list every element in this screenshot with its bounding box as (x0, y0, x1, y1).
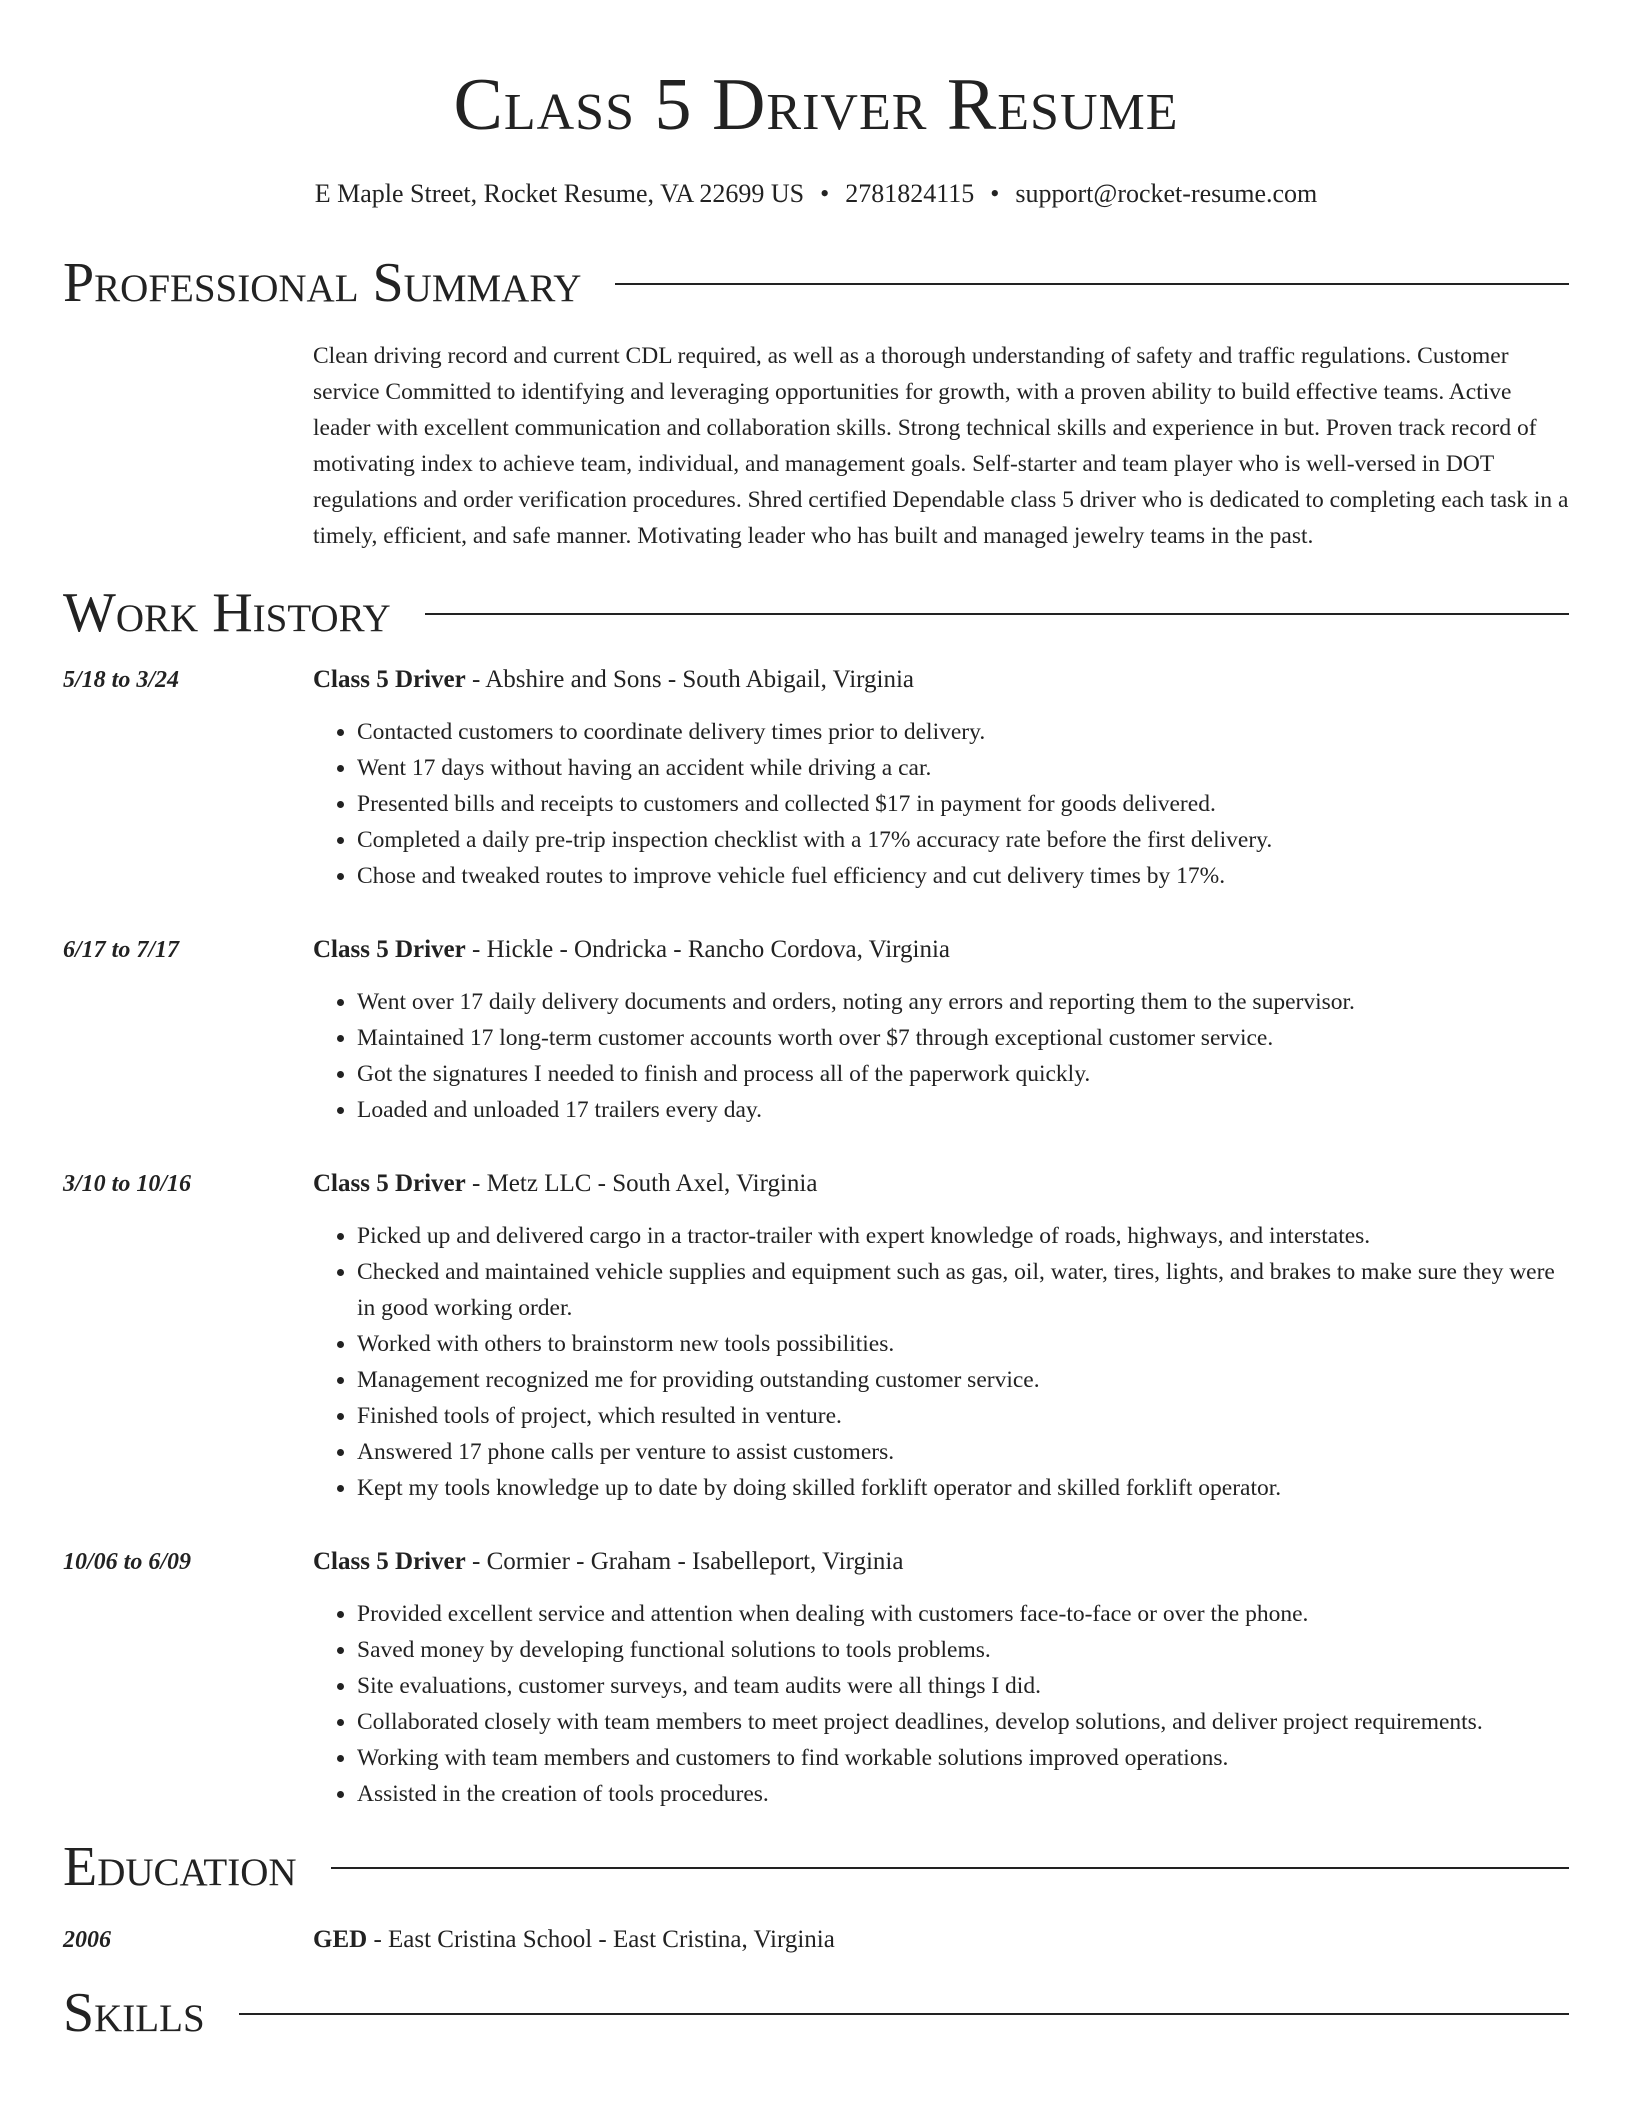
job-date: 6/17 to 7/17 (63, 937, 180, 963)
job-body (313, 1166, 1569, 1506)
job-entry (63, 1166, 1569, 1506)
job-bullet: • Went over 17 daily delivery documents and orders, noting any errors and reporting them to the supervisor. (357, 984, 1569, 1020)
education-degree: GED (313, 1926, 368, 1953)
section-divider (425, 613, 1569, 615)
work-heading: Work History (63, 582, 391, 644)
job-bullet: • Contacted customers to coordinate delivery times prior to delivery. (357, 714, 1569, 750)
job-date: 10/06 to 6/09 (63, 1549, 192, 1575)
education-school: - East Cristina School - East Cristina, Virginia (367, 1926, 835, 1953)
job-body (313, 1544, 1569, 1812)
job-bullets (313, 984, 1569, 1128)
section-divider (331, 1867, 1569, 1869)
contact-phone: 2781824115 (845, 179, 975, 208)
job-bullet: • Management recognized me for providing outstanding customer service. (357, 1362, 1569, 1398)
job-employer: - Hickle - Ondricka - Rancho Cordova, Virginia (465, 936, 951, 963)
job-entry (63, 932, 1569, 1128)
job-bullet: • Site evaluations, customer surveys, and team audits were all things I did. (357, 1668, 1569, 1704)
job-role: Class 5 Driver (313, 936, 466, 963)
contact-separator: • (820, 179, 830, 208)
job-employer: - Metz LLC - South Axel, Virginia (465, 1170, 818, 1197)
education-list (63, 1922, 1569, 1958)
job-role: Class 5 Driver (313, 1548, 466, 1575)
summary-text: Clean driving record and current CDL required, as well as a thorough understanding of safety and traffic regulations. Customer service Committed to identifying and leveraging opportunities for growth, with a proven ability to build effective teams. Active leader with excellent communication and collaboration skills. Strong technical skills and experience in but. Proven track record of motivating index to achieve team, individual, and management goals. Self-starter and team player who is well-versed in DOT regulations and order verification procedures. Shred certified Dependable class 5 driver who is dedicated to completing each task in a timely, efficient, and safe manner. Motivating leader who has built and managed jewelry teams in the past. (313, 343, 1569, 549)
job-bullet: • Answered 17 phone calls per venture to assist customers. (357, 1434, 1569, 1470)
job-bullets (313, 1596, 1569, 1812)
job-role: Class 5 Driver (313, 1170, 466, 1197)
job-bullet: • Worked with others to brainstorm new tools possibilities. (357, 1326, 1569, 1362)
job-bullet: • Saved money by developing functional solutions to tools problems. (357, 1632, 1569, 1668)
job-bullets (313, 1218, 1569, 1506)
education-section-header (63, 1834, 1569, 1900)
contact-address: E Maple Street, Rocket Resume, VA 22699 US (314, 179, 805, 208)
resume-title: Class 5 Driver Resume (453, 64, 1179, 146)
job-bullet: • Completed a daily pre-trip inspection checklist with a 17% accuracy rate before the first delivery. (357, 822, 1569, 858)
education-entry (63, 1922, 1569, 1958)
education-heading: Education (63, 1836, 297, 1898)
job-bullet: • Presented bills and receipts to customers and collected $17 in payment for goods delivered. (357, 786, 1569, 822)
job-entry (63, 662, 1569, 894)
job-employer: - Cormier - Graham - Isabelleport, Virginia (465, 1548, 904, 1575)
job-employer: - Abshire and Sons - South Abigail, Virginia (465, 666, 915, 693)
section-divider (239, 2013, 1569, 2015)
job-entry (63, 1544, 1569, 1812)
job-bullet: • Assisted in the creation of tools procedures. (357, 1776, 1569, 1812)
education-date: 2006 (63, 1927, 111, 1953)
job-date: 3/10 to 10/16 (63, 1171, 192, 1197)
job-title-line (313, 662, 1569, 698)
job-bullet: • Finished tools of project, which resulted in venture. (357, 1398, 1569, 1434)
job-bullet: • Checked and maintained vehicle supplies and equipment such as gas, oil, water, tires, lights, and brakes to make sure they were in good working order. (357, 1254, 1569, 1326)
job-body (313, 932, 1569, 1128)
work-history-list (63, 662, 1569, 1812)
job-bullet: • Collaborated closely with team members to meet project deadlines, develop solutions, and deliver project requirements. (357, 1704, 1569, 1740)
contact-line (63, 176, 1569, 212)
skills-section-header (63, 1980, 1569, 2046)
job-bullet: • Picked up and delivered cargo in a tractor-trailer with expert knowledge of roads, highways, and interstates. (357, 1218, 1569, 1254)
section-divider (615, 283, 1569, 285)
job-bullet: • Went 17 days without having an accident while driving a car. (357, 750, 1569, 786)
contact-email: support@rocket-resume.com (1015, 179, 1318, 208)
summary-heading: Professional Summary (63, 252, 582, 314)
job-bullet: • Chose and tweaked routes to improve vehicle fuel efficiency and cut delivery times by 17%. (357, 858, 1569, 894)
job-body (313, 662, 1569, 894)
job-title-line (313, 932, 1569, 968)
job-date: 5/18 to 3/24 (63, 667, 180, 693)
education-body (313, 1922, 835, 1958)
job-role: Class 5 Driver (313, 666, 466, 693)
job-title-line (313, 1166, 1569, 1202)
job-bullets (313, 714, 1569, 894)
summary-section-header (63, 250, 1569, 316)
job-bullet: • Provided excellent service and attention when dealing with customers face-to-face or over the phone. (357, 1596, 1569, 1632)
contact-separator: • (990, 179, 1000, 208)
job-bullet: • Got the signatures I needed to finish and process all of the paperwork quickly. (357, 1056, 1569, 1092)
job-bullet: • Kept my tools knowledge up to date by doing skilled forklift operator and skilled forklift operator. (357, 1470, 1569, 1506)
job-bullet: • Maintained 17 long-term customer accounts worth over $7 through exceptional customer service. (357, 1020, 1569, 1056)
work-section-header (63, 580, 1569, 646)
skills-heading: Skills (63, 1982, 205, 2044)
job-title-line (313, 1544, 1569, 1580)
job-bullet: • Loaded and unloaded 17 trailers every day. (357, 1092, 1569, 1128)
job-bullet: • Working with team members and customers to find workable solutions improved operations. (357, 1740, 1569, 1776)
